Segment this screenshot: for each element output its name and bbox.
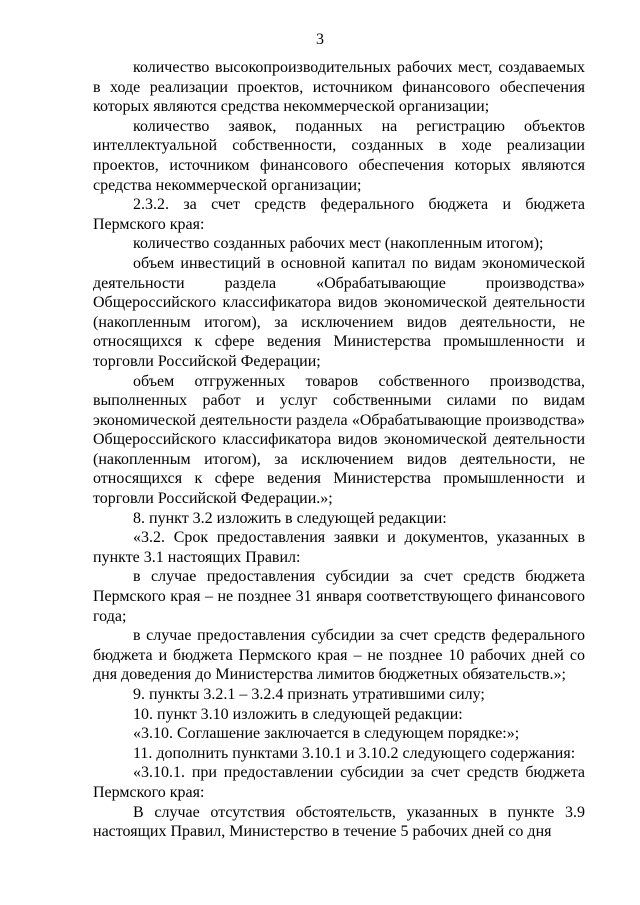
paragraph: 8. пункт 3.2 изложить в следующей редакции: [133, 509, 447, 527]
paragraph: количество заявок, поданных на регистрацию объектов интеллектуальной собственности, созданных в ходе реализации проектов, источником финансового обеспечения которых являются средства некоммерческой организации; [93, 117, 585, 194]
paragraph: объем отгруженных товаров собственного производства, выполненных работ и услуг собственными силами по видам экономической деятельности раздела «Обрабатывающие производства» Общероссийского классификатора видов экономической деятельности (накопленным итогом), за исключением видов деятельности, не относящихся к сфере ведения Министерства промышленности и торговли Российской Федерации.»; [93, 372, 585, 508]
paragraph: в случае предоставления субсидии за счет средств бюджета Пермского края – не позднее 31 января соответствующего финансового года; [93, 568, 585, 625]
paragraph: «3.10.1. при предоставлении субсидии за счет средств бюджета Пермского края: [93, 764, 585, 801]
page-number: 3 [316, 31, 324, 48]
paragraph: 10. пункт 3.10 изложить в следующей редакции: [133, 705, 463, 723]
paragraph: количество созданных рабочих мест (накопленным итогом); [133, 235, 544, 253]
paragraph: 11. дополнить пунктами 3.10.1 и 3.10.2 следующего содержания: [133, 744, 576, 762]
paragraph: в случае предоставления субсидии за счет средств федерального бюджета и бюджета Пермского края – не позднее 10 рабочих дней со дня доведения до Министерства лимитов бюджетных обязательств.»; [93, 627, 585, 684]
paragraph: объем инвестиций в основной капитал по видам экономической деятельности раздела «Обрабатывающие производства» Общероссийского классификатора видов экономической деятельности (накопленным итогом), за исключением видов деятельности, не относящихся к сфере ведения Министерства промышленности и торговли Российской Федерации; [93, 254, 585, 370]
paragraph: 2.3.2. за счет средств федерального бюджета и бюджета Пермского края: [93, 196, 585, 233]
paragraph: количество высокопроизводительных рабочих мест, создаваемых в ходе реализации проектов, источником финансового обеспечения которых являются средства некоммерческой организации; [93, 59, 585, 116]
paragraph: «3.10. Соглашение заключается в следующем порядке:»; [133, 725, 520, 743]
paragraph: 9. пункты 3.2.1 – 3.2.4 признать утратившими силу; [133, 686, 485, 703]
paragraph: «3.2. Срок предоставления заявки и документов, указанных в пункте 3.1 настоящих Правил: [93, 529, 585, 566]
paragraph: В случае отсутствия обстоятельств, указанных в пункте 3.9 настоящих Правил, Министерство в течение 5 рабочих дней со дня [93, 803, 585, 841]
document-body [93, 58, 585, 842]
